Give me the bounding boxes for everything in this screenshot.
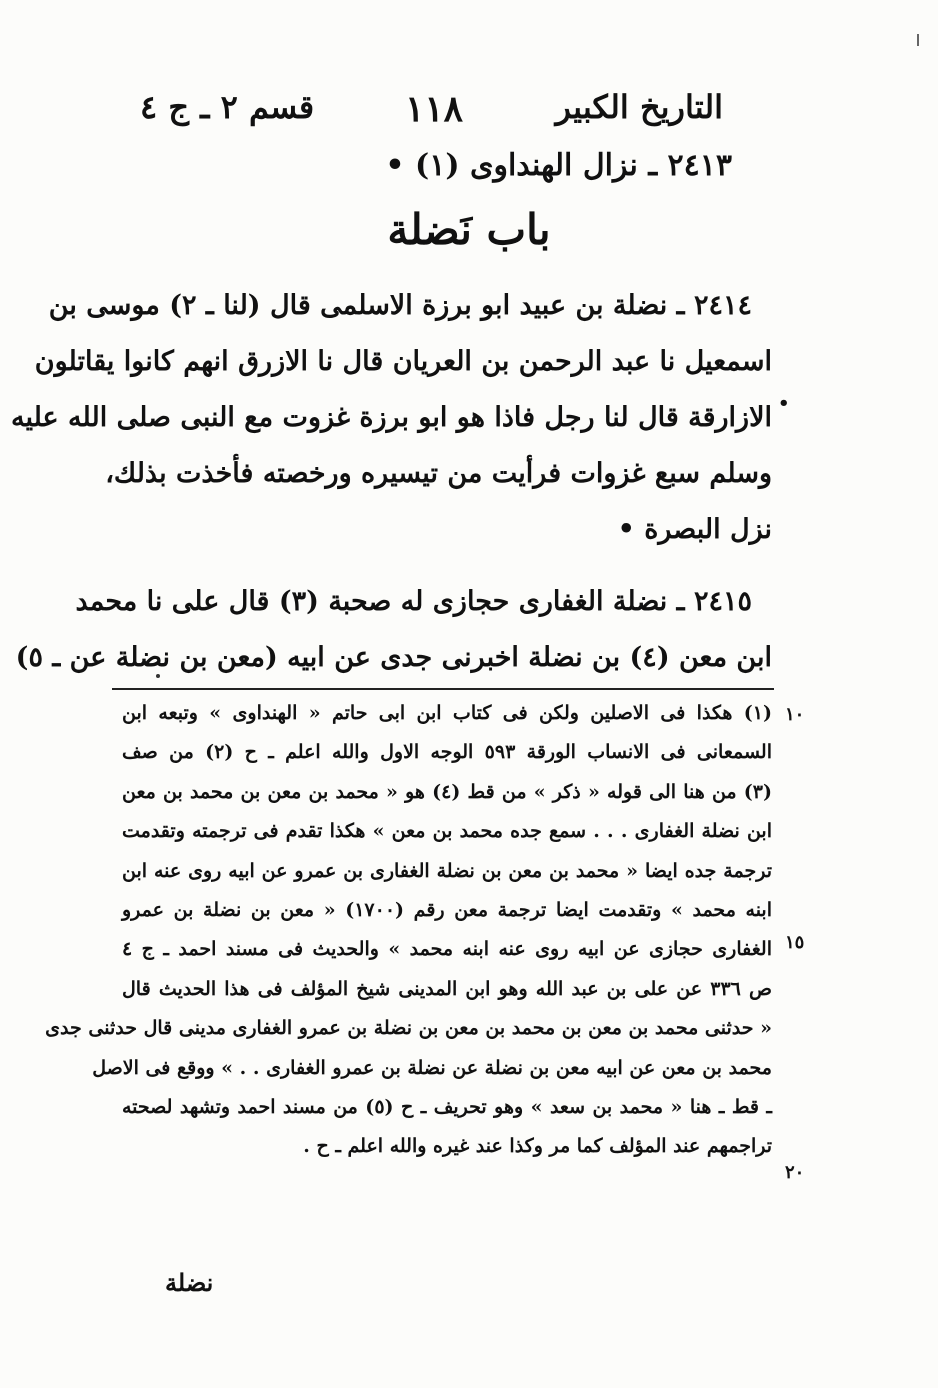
main-text: [10, 278, 772, 686]
body-line: ٢٤١٥ ـ نضلة الغفارى حجازى له صحبة (٣) قال على نا محمد: [75, 586, 752, 617]
paragraph-gap: [110, 558, 772, 574]
footnote-line: (٣) من هنا الى قوله « ذكر » من قط (٤) هو « محمد بن معن بن محمد بن معن: [122, 780, 772, 803]
footnote-line: ترجمة جده ايضا « محمد بن معن بن نضلة الغفارى بن عمرو عن ابيه روى عنه ابن: [122, 859, 772, 882]
footnote-line: « حدثنى محمد بن معن بن محمد بن معن بن نضلة بن عمرو الغفارى مدينى قال حدثنى جدى: [45, 1017, 772, 1040]
footnote-line: الغفارى حجازى عن ابيه روى عنه ابنه محمد » والحديث فى مسند احمد ـ ج ٤: [122, 938, 772, 961]
entry-2413: ٢٤١٣ ـ نزال الهنداوى (١) •: [385, 148, 732, 183]
section-volume-label: قسم ٢ ـ ج ٤: [140, 88, 315, 126]
footnote-divider: [112, 688, 774, 690]
body-line: اسمعيل نا عبد الرحمن بن العريان قال نا الازرق انهم كانوا يقاتلون: [34, 346, 772, 377]
ink-speck: [156, 674, 160, 678]
footnote-line: السمعانى فى الانساب الورقة ٥٩٣ الوجه الاول والله اعلم ـ ح (٢) من صف: [122, 741, 772, 764]
body-line: ٢٤١٤ ـ نضلة بن عبيد ابو برزة الاسلمى قال (لنا ـ ٢) موسى بن: [48, 290, 752, 321]
body-line: نزل البصرة •: [617, 514, 772, 545]
margin-line-number: ١٥: [785, 932, 805, 953]
page-number: ١١٨: [405, 88, 464, 130]
catchword: نضلة: [165, 1268, 214, 1297]
body-line: الازارقة قال لنا رجل فاذا هو ابو برزة غزوت مع النبى صلى الله عليه: [10, 402, 772, 433]
footnote-line: ـ قط ـ هنا « محمد بن سعد » وهو تحريف ـ ح (٥) من مسند احمد وتشهد لصحته: [122, 1095, 772, 1118]
margin-line-number: ١٠: [785, 704, 805, 725]
scan-edge-mark: [917, 34, 919, 46]
footnote-line: (١) هكذا فى الاصلين ولكن فى كتاب ابن ابى حاتم « الهنداوى » وتبعه ابن: [122, 702, 772, 724]
body-line: وسلم سبع غزوات فرأيت من تيسيره ورخصته فأخذت بذلك،: [105, 458, 772, 489]
footnote-line: تراجمهم عند المؤلف كما مر وكذا عند غيره والله اعلم ـ ح .: [303, 1135, 772, 1158]
margin-line-number: ٢٠: [785, 1162, 805, 1183]
body-line: ابن معن (٤) بن نضلة اخبرنى جدى عن ابيه (معن بن نضلة عن ـ ٥): [15, 642, 772, 673]
footnotes: [45, 694, 772, 1167]
margin-line-number: •: [778, 393, 790, 414]
chapter-heading: باب نَضلة: [387, 205, 551, 254]
footnote-line: ابن نضلة الغفارى . . . سمع جده محمد بن معن » هكذا تقدم فى ترجمته وتقدمت: [122, 820, 772, 843]
footnote-line: محمد بن معن عن ابيه معن بن نضلة عن نضلة بن عمرو الغفارى . . » ووقع فى الاصل: [92, 1056, 772, 1079]
running-title: التاريخ الكبير: [555, 88, 723, 126]
footnote-line: ابنه محمد » وتقدمت ايضا ترجمة معن رقم (١٧٠٠) « معن بن نضلة بن عمرو: [122, 898, 772, 921]
footnote-line: ص ٣٣٦ عن على بن عبد الله وهو ابن المدينى شيخ المؤلف فى هذا الحديث قال: [122, 977, 772, 1000]
